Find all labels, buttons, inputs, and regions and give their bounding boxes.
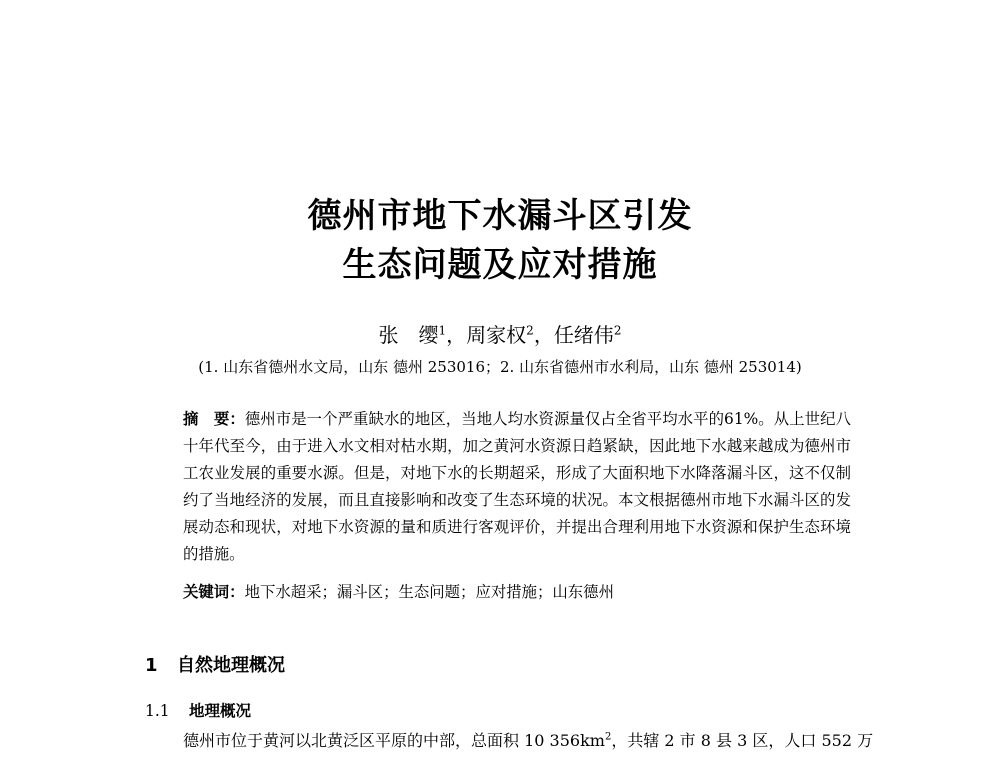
- author-separator: ，: [533, 323, 554, 347]
- abstract-label: 摘 要：: [183, 410, 245, 428]
- section-title: 自然地理概况: [177, 655, 285, 676]
- author-affiliation-mark: 2: [613, 323, 622, 338]
- subsection-heading: [145, 700, 251, 722]
- author-name: 张 缨: [378, 323, 439, 347]
- author-separator: ，: [446, 323, 467, 347]
- body-text-part: 德州市位于黄河以北黄泛区平原的中部，总面积 10 356km: [183, 731, 605, 750]
- subsection-title: 地理概况: [189, 702, 252, 720]
- keywords-label: 关键词：: [183, 583, 245, 601]
- section-heading: [145, 654, 285, 678]
- area-unit-superscript: 2: [604, 731, 612, 743]
- author-name: 周家权: [466, 323, 527, 347]
- affiliation-line: (1. 山东省德州水文局，山东 德州 253016；2. 山东省德州市水利局，山东 德州 253014): [198, 358, 802, 376]
- author-affiliation-mark: 2: [526, 323, 534, 338]
- paper-title-line-1: 德州市地下水漏斗区引发: [307, 196, 693, 236]
- keywords: [183, 579, 851, 606]
- author-name: 任绪伟: [553, 323, 614, 347]
- abstract: [183, 406, 851, 568]
- body-paragraph: [183, 729, 873, 753]
- paper-title-line-2: 生态问题及应对措施: [342, 245, 658, 285]
- author-list: [0, 322, 1000, 348]
- abstract-text: 德州市是一个严重缺水的地区，当地人均水资源量仅占全省平均水平的61%。从上世纪八十年代至今，由于进入水文相对枯水期，加之黄河水资源日趋紧缺，因此地下水越来越成为德州市工农业发展的重要水源。但是，对地下水的长期超采，形成了大面积地下水降落漏斗区，这不仅制约了当地经济的发展，而且直接影响和改变了生态环境的状况。本文根据德州市地下水漏斗区的发展动态和现状，对地下水资源的量和质进行客观评价，并提出合理利用地下水资源和保护生态环境的措施。: [183, 410, 851, 563]
- keywords-text: 地下水超采；漏斗区；生态问题；应对措施；山东德州: [244, 583, 614, 601]
- subsection-number: 1.1: [145, 702, 170, 720]
- author-affiliation-mark: 1: [438, 323, 447, 338]
- section-number: 1: [145, 655, 158, 676]
- body-text-part: ，共辖 2 市 8 县 3 区，人口 552 万: [611, 731, 874, 750]
